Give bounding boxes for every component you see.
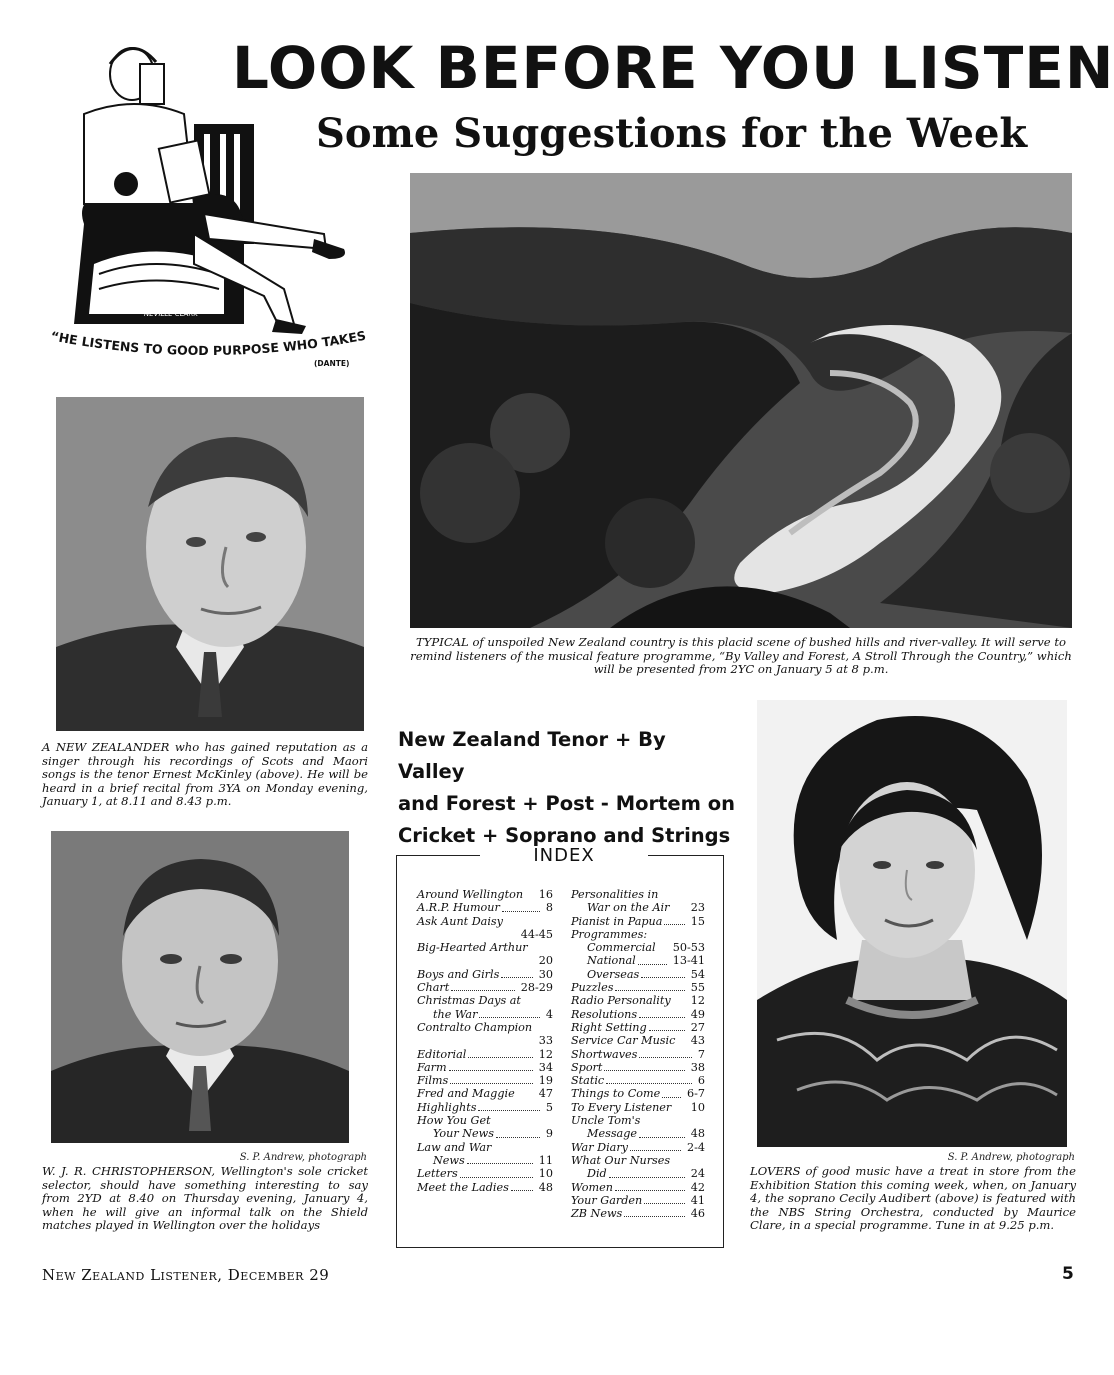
index-leader-dots [502, 911, 540, 912]
index-entry [417, 1141, 553, 1154]
index-entry-title: Fred and Maggie [417, 1087, 515, 1101]
index-entry-title: Puzzles [571, 981, 614, 995]
index-entry-page: 5 [545, 1100, 553, 1114]
index-entry [571, 1021, 705, 1034]
index-leader-dots [449, 1070, 533, 1071]
index-entry-title: Films [417, 1074, 449, 1088]
index-entry-title: Big-Hearted Arthur [417, 941, 528, 955]
index-entry [417, 1074, 553, 1087]
index-entry-page: 38 [690, 1060, 705, 1074]
index-entry-page: 42 [690, 1180, 705, 1194]
index-leader-dots [641, 977, 685, 978]
feature-highlights [398, 724, 738, 852]
index-leader-dots [639, 1137, 685, 1138]
index-entry-page: 15 [690, 914, 705, 928]
index-entry-page: 11 [538, 1153, 553, 1167]
index-entry [571, 981, 705, 994]
index-entry [417, 1114, 553, 1127]
index-entry-page: 50-53 [672, 941, 705, 955]
index-entry-title: Pianist in Papua [571, 914, 663, 928]
index-entry-title: Highlights [417, 1100, 477, 1114]
index-entry-page: 19 [538, 1074, 553, 1088]
index-entry-page: 12 [690, 994, 705, 1008]
index-entry-page: 28-29 [520, 981, 553, 995]
index-leader-dots [624, 1216, 684, 1217]
index-leader-dots [649, 1030, 685, 1031]
index-entry-page: 4 [545, 1007, 553, 1021]
index-entry-title: What Our Nurses [571, 1153, 671, 1167]
index-entry-title: Women [571, 1180, 613, 1194]
index-entry [417, 1167, 553, 1180]
index-entry [571, 915, 705, 928]
index-leader-dots [644, 1203, 685, 1204]
index-entry [571, 928, 705, 941]
index-entry-page: 7 [697, 1047, 705, 1061]
index-entry-title: War on the Air [587, 901, 670, 915]
index-entry [571, 1034, 705, 1047]
index-entry-title: Things to Come [571, 1087, 661, 1101]
index-entry-page: 44-45 [520, 927, 553, 941]
index-entry-page: 33 [538, 1034, 553, 1048]
index-entry [417, 1181, 553, 1194]
feature-line: Cricket + Soprano and Strings [398, 824, 731, 847]
index-leader-dots [630, 1150, 681, 1151]
page-headline: LOOK BEFORE YOU LISTEN [232, 34, 1114, 102]
index-entry [571, 1207, 705, 1220]
index-entry-page: 34 [538, 1060, 553, 1074]
index-entry-page: 49 [690, 1007, 705, 1021]
index-entry-page: 54 [690, 967, 705, 981]
index-entry-title: Resolutions [571, 1007, 638, 1021]
index-leader-dots [450, 1083, 532, 1084]
index-entry-page: 20 [538, 954, 553, 968]
index-entry [417, 1034, 553, 1047]
index-entry-page: 10 [690, 1100, 705, 1114]
index-entry-title: Your News [433, 1127, 494, 1141]
index-leader-dots [639, 1017, 685, 1018]
feature-line: and Forest + Post - Mortem on [398, 792, 736, 815]
index-entry-title: Message [587, 1127, 638, 1141]
tenor-photo-caption: A NEW ZEALANDER who has gained reputation as a singer through his recordings of Scots and Maori songs is the tenor Ernest McKinley (above). He will be heard in a brief recital from 3YA on Monday evening, January 1, at 8.11 and 8.43 p.m. [42, 740, 368, 808]
index-entry-page: 27 [690, 1020, 705, 1034]
index-entry [571, 1181, 705, 1194]
feature-line: New Zealand Tenor + By Valley [398, 728, 666, 783]
index-entry-title: Uncle Tom's [571, 1114, 641, 1128]
index-leader-dots [638, 964, 667, 965]
index-leader-dots [606, 1083, 692, 1084]
index-entry-title: Christmas Days at [417, 994, 521, 1008]
index-entry-page: 2-4 [686, 1140, 705, 1154]
index-entry-title: Radio Personality [571, 994, 671, 1008]
index-entry [571, 1008, 705, 1021]
index-entry [417, 1127, 553, 1140]
index-entry-title: To Every Listener [571, 1100, 672, 1114]
index-entry [571, 1194, 705, 1207]
index-entry-title: Chart [417, 981, 450, 995]
index-leader-dots [467, 1163, 533, 1164]
index-entry [571, 1141, 705, 1154]
index-entry-page: 48 [538, 1180, 553, 1194]
index-entry [571, 968, 705, 981]
index-leader-dots [615, 990, 684, 991]
index-entry-title: Commercial [587, 941, 656, 955]
index-entry [417, 1101, 553, 1114]
river-photo-caption: TYPICAL of unspoiled New Zealand country is this placid scene of bushed hills and river-valley. It will serve to remind listeners of the musical feature programme, “By Valley and Forest, A Stroll Through the Country,” which will be presented from 2YC on January 5 at 8 p.m. [410, 635, 1072, 676]
index-leader-dots [664, 924, 684, 925]
index-entry-title: ZB News [571, 1207, 623, 1221]
index-entry [417, 968, 553, 981]
soprano-photo-credit: S. P. Andrew, photograph [947, 1152, 1075, 1163]
index-leader-dots [511, 1190, 533, 1191]
index-entry-page: 9 [545, 1127, 553, 1141]
index-entry [417, 981, 553, 994]
publication-footer: New Zealand Listener, December 29 [42, 1266, 330, 1284]
cricket-selector-portrait-photo [51, 831, 349, 1143]
index-entry [571, 1087, 705, 1100]
index-entry [571, 1154, 705, 1167]
index-entry-page: 8 [545, 901, 553, 915]
index-entry [571, 1167, 705, 1180]
index-entry-title: Right Setting [571, 1020, 647, 1034]
index-entry [571, 941, 705, 954]
index-entry-page: 23 [690, 901, 705, 915]
index-entry-title: News [433, 1153, 465, 1167]
index-leader-dots [501, 977, 532, 978]
index-entry-title: Did [587, 1167, 607, 1181]
index-entry-page: 43 [690, 1034, 705, 1048]
index-leader-dots [468, 1057, 532, 1058]
index-entry [417, 1008, 553, 1021]
index-entry [571, 888, 705, 901]
index-entry [417, 1021, 553, 1034]
index-entry-title: Farm [417, 1060, 447, 1074]
index-entry [571, 1074, 705, 1087]
cricket-photo-credit: S. P. Andrew, photograph [239, 1152, 367, 1163]
index-entry [417, 1061, 553, 1074]
index-entry [571, 994, 705, 1007]
soprano-photo-caption: LOVERS of good music have a treat in store from the Exhibition Station this coming week, when, on January 4, the soprano Cecily Audibert (above) is featured with the NBS String Orchestra, conducted by Maurice Clare, in a special programme. Tune in at 9.25 p.m. [750, 1164, 1076, 1232]
index-leader-dots [460, 1177, 533, 1178]
index-entry [417, 1048, 553, 1061]
index-entry [571, 1061, 705, 1074]
river-valley-photo [410, 173, 1072, 628]
index-entry [571, 1114, 705, 1127]
index-column-left [417, 888, 553, 1194]
svg-text:“HE LISTENS TO GOOD PURPOSE WH [44, 300, 367, 358]
index-entry-page: 10 [538, 1167, 553, 1181]
index-entry-page: 30 [538, 967, 553, 981]
index-entry-title: Overseas [587, 967, 640, 981]
index-entry-title: Personalities in [571, 888, 659, 901]
index-entry-title: Programmes: [571, 927, 648, 941]
index-entry [571, 1048, 705, 1061]
index-column-right [571, 888, 705, 1220]
index-entry [571, 1101, 705, 1114]
index-leader-dots [615, 1190, 685, 1191]
index-entry-page: 41 [690, 1193, 705, 1207]
index-entry-title: Contralto Champion [417, 1020, 533, 1034]
cartoon-quote [44, 300, 374, 390]
index-entry [417, 915, 553, 928]
cartoon-quote-text: “HE LISTENS TO GOOD PURPOSE WHO TAKES [49, 327, 368, 359]
tenor-portrait-photo [56, 397, 364, 731]
index-leader-dots [451, 990, 514, 991]
index-entry-title: Boys and Girls [417, 967, 500, 981]
index-entry-page: 6-7 [686, 1087, 705, 1101]
cartoon-quote-attribution: (DANTE) [314, 359, 350, 368]
page-number: 5 [1062, 1264, 1074, 1284]
index-entry-title: Meet the Ladies [417, 1180, 509, 1194]
index-entry-page: 16 [538, 888, 553, 901]
index-entry [417, 954, 553, 967]
index-entry-page: 13-41 [672, 954, 705, 968]
index-entry [417, 888, 553, 901]
index-leader-dots [639, 1057, 691, 1058]
index-entry-title: the War [433, 1007, 478, 1021]
index-entry-title: Law and War [417, 1140, 492, 1154]
index-entry [417, 928, 553, 941]
index-entry-title: War Diary [571, 1140, 628, 1154]
cricket-photo-caption: W. J. R. CHRISTOPHERSON, Wellington's sole cricket selector, should have something interesting to say from 2YD at 8.40 on Thursday evening, January 4, when he will give an informal talk on the Shield matches played in Wellington over the holidays [42, 1164, 368, 1232]
index-entry-title: Letters [417, 1167, 458, 1181]
index-entry [417, 1087, 553, 1100]
index-entry-title: Around Wellington [417, 888, 524, 901]
index-entry [417, 941, 553, 954]
index-leader-dots [479, 1017, 539, 1018]
index-entry-page: 24 [690, 1167, 705, 1181]
index-leader-dots [609, 1177, 685, 1178]
index-entry [417, 994, 553, 1007]
index-entry [417, 1154, 553, 1167]
index-entry [417, 901, 553, 914]
index-entry-page: 12 [538, 1047, 553, 1061]
index-entry-title: Your Garden [571, 1193, 643, 1207]
page-subheadline: Some Suggestions for the Week [316, 110, 1028, 157]
index-entry-title: Shortwaves [571, 1047, 638, 1061]
index-entry-title: Editorial [417, 1047, 467, 1061]
index-title: INDEX [533, 845, 595, 866]
index-entry-title: Service Car Music [571, 1034, 676, 1048]
index-entry-page: 55 [690, 981, 705, 995]
index-entry-title: How You Get [417, 1114, 491, 1128]
index-entry-page: 6 [697, 1074, 705, 1088]
index-entry-title: Sport [571, 1060, 603, 1074]
index-entry-title: Static [571, 1074, 605, 1088]
index-entry-title: Ask Aunt Daisy [417, 914, 503, 928]
index-entry-page: 46 [690, 1207, 705, 1221]
index-entry-title: National [587, 954, 636, 968]
index-entry [571, 1127, 705, 1140]
index-entry-page: 47 [538, 1087, 553, 1101]
index-leader-dots [478, 1110, 539, 1111]
index-entry-title: A.R.P. Humour [417, 901, 500, 915]
index-leader-dots [604, 1070, 684, 1071]
index-leader-dots [496, 1137, 540, 1138]
index-entry-page: 48 [690, 1127, 705, 1141]
index-entry [571, 901, 705, 914]
index-entry [571, 954, 705, 967]
index-leader-dots [662, 1097, 681, 1098]
svg-text:NEVILLE CLARK: NEVILLE CLARK [144, 310, 198, 318]
soprano-portrait-photo [757, 700, 1067, 1147]
